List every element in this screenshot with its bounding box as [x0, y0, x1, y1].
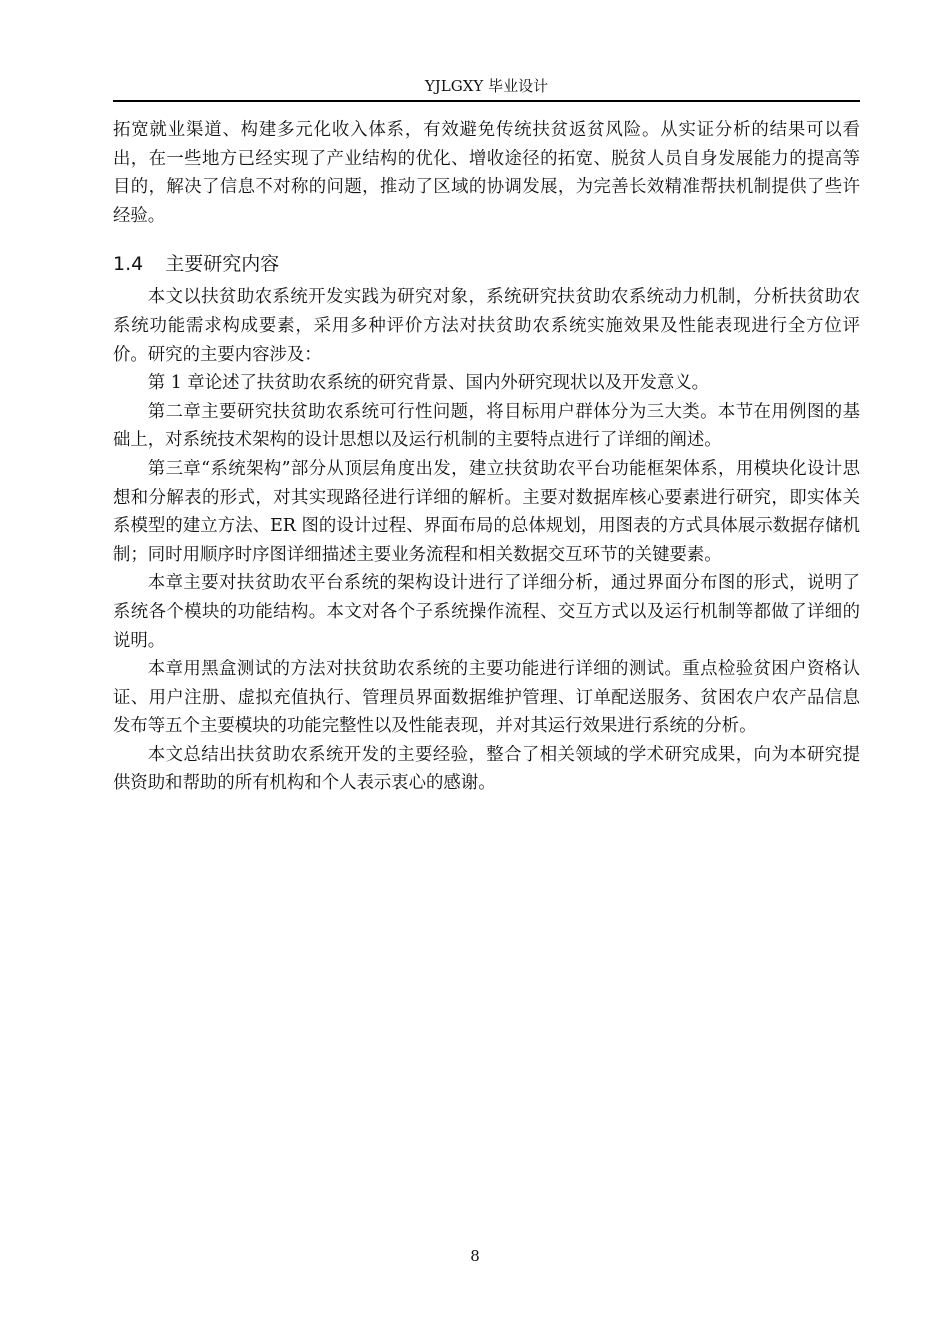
section-heading — [113, 250, 860, 278]
page-body — [113, 116, 860, 798]
paragraph: 本章主要对扶贫助农平台系统的架构设计进行了详细分析，通过界面分布图的形式，说明了系统各个模块的功能结构。本文对各个子系统操作流程、交互方式以及运行机制等都做了详细的说明。 — [113, 573, 860, 651]
header-rule — [113, 100, 860, 102]
paragraph: 第三章“系统架构”部分从顶层角度出发，建立扶贫助农平台功能框架体系，用模块化设计思想和分解表的形式，对其实现路径进行详细的解析。主要对数据库核心要素进行研究，即实体关系模型的建立方法、ER 图的设计过程、界面布局的总体规划，用图表的方式具体展示数据存储机制；同时用顺序时序图详细描述主要业务流程和相关数据交互环节的关键要素。 — [113, 458, 860, 565]
paragraph: 本文以扶贫助农系统开发实践为研究对象，系统研究扶贫助农系统动力机制，分析扶贫助农系统功能需求构成要素，采用多种评价方法对扶贫助农系统实施效果及性能表现进行全方位评价。研究的主要内容涉及： — [113, 287, 860, 365]
paragraph: 本文总结出扶贫助农系统开发的主要经验，整合了相关领域的学术研究成果，向为本研究提供资助和帮助的所有机构和个人表示衷心的感谢。 — [113, 744, 860, 794]
section-number: 1.4 — [113, 253, 144, 276]
paragraph: 本章用黑盒测试的方法对扶贫助农系统的主要功能进行详细的测试。重点检验贫困户资格认证、用户注册、虚拟充值执行、管理员界面数据维护管理、订单配送服务、贫困农户农产品信息发布等五个主要模块的功能完整性以及性能表现，并对其运行效果进行系统的分析。 — [113, 659, 860, 737]
page-header: YJLGXY 毕业设计 — [424, 77, 549, 95]
paragraph: 第二章主要研究扶贫助农系统可行性问题，将目标用户群体分为三大类。本节在用例图的基础上，对系统技术架构的设计思想以及运行机制的主要特点进行了详细的阐述。 — [113, 401, 860, 451]
page-number: 8 — [470, 1247, 480, 1265]
paragraph: 拓宽就业渠道、构建多元化收入体系，有效避免传统扶贫返贫风险。从实证分析的结果可以看出，在一些地方已经实现了产业结构的优化、增收途径的拓宽、脱贫人员自身发展能力的提高等目的，解决了信息不对称的问题，推动了区域的协调发展，为完善长效精准帮扶机制提供了些许经验。 — [113, 120, 860, 226]
section-title: 主要研究内容 — [165, 253, 280, 276]
paragraph: 第 1 章论述了扶贫助农系统的研究背景、国内外研究现状以及开发意义。 — [147, 373, 710, 394]
